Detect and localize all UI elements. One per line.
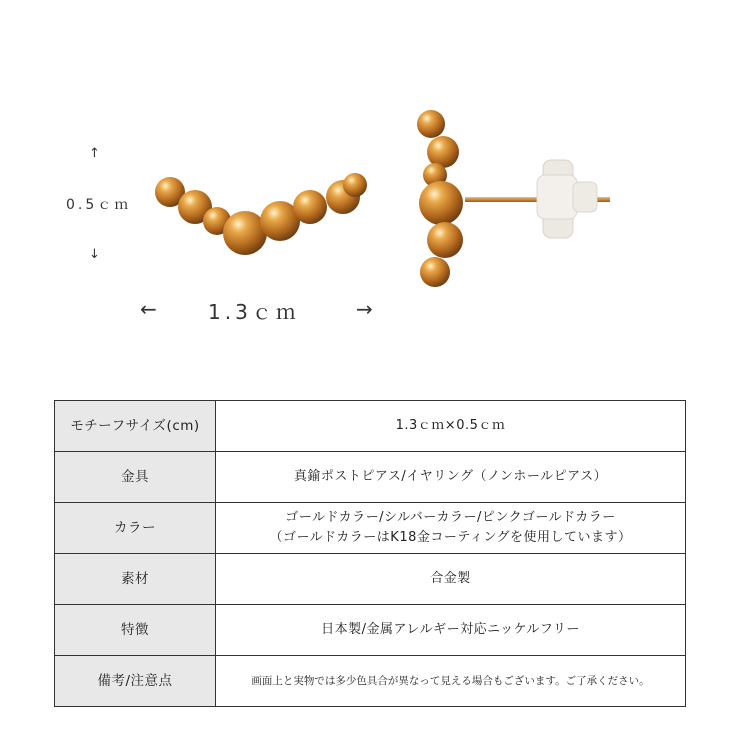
row-value-material: 合金製: [216, 554, 686, 605]
color-options-text: ゴールドカラー/シルバーカラー/ピンクゴールドカラー: [285, 510, 616, 525]
height-dimension-label: 0.5ｃｍ: [66, 197, 132, 213]
row-value-motif-size: 1.3ｃｍ×0.5ｃｍ: [216, 401, 686, 452]
earring-side-view: [405, 100, 615, 300]
row-value-notes: 画面上と実物では多少色具合が異なって見える場合もございます。ご了承ください。: [216, 656, 686, 707]
table-row: [55, 554, 686, 605]
arrow-down-icon: ↓: [89, 247, 100, 262]
spec-table: [54, 400, 686, 707]
row-label-features: 特徴: [55, 605, 216, 656]
arrow-left-icon: ←: [140, 297, 157, 321]
color-coating-note: （ゴールドカラーはK18金コーティングを使用しています）: [269, 530, 632, 545]
row-label-notes: 備考/注意点: [55, 656, 216, 707]
row-label-motif-size: モチーフサイズ(cm): [55, 401, 216, 452]
row-label-color: カラー: [55, 503, 216, 554]
table-row: [55, 503, 686, 554]
earring-front-view: [145, 165, 385, 265]
table-row: [55, 656, 686, 707]
row-label-fittings: 金具: [55, 452, 216, 503]
row-value-features: 日本製/金属アレルギー対応ニッケルフリー: [216, 605, 686, 656]
table-row: [55, 401, 686, 452]
row-value-fittings: 真鍮ポストピアス/イヤリング（ノンホールピアス）: [216, 452, 686, 503]
table-row: [55, 452, 686, 503]
table-row: [55, 605, 686, 656]
row-label-material: 素材: [55, 554, 216, 605]
row-value-color: [216, 503, 686, 554]
arrow-up-icon: ↑: [89, 146, 100, 161]
arrow-right-icon: →: [356, 297, 373, 321]
width-dimension-label: 1.3ｃｍ: [208, 300, 300, 324]
